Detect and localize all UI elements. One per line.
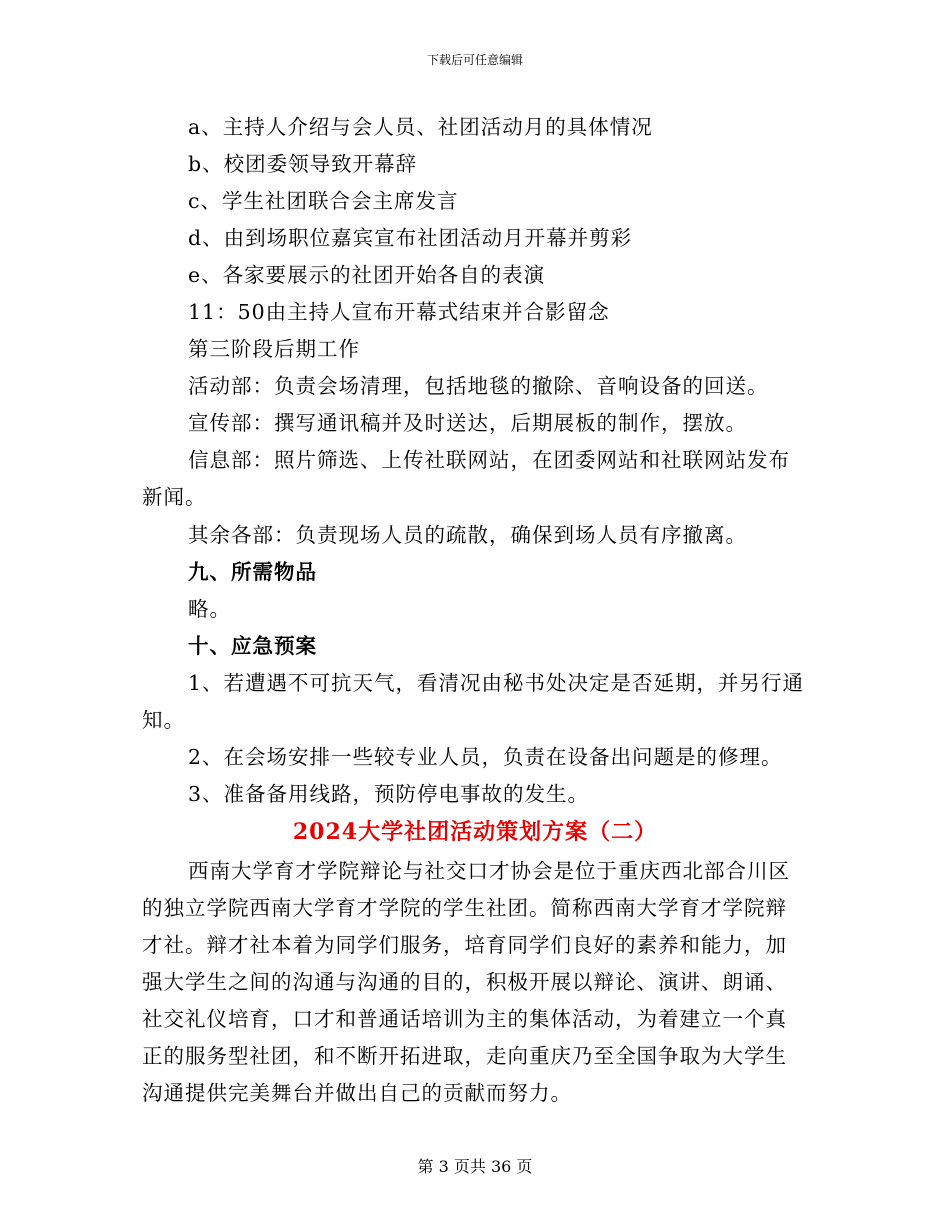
emergency-item-1: 1、若遭遇不可抗天气，看清况由秘书处决定是否延期，并另行通 [188,671,805,695]
section-nine-text: 略。 [188,597,231,621]
page-header: 下载后可任意编辑 [426,53,523,67]
paragraph-line: 社交礼仪培育，口才和普通话培训为主的集体活动，为着建立一个真 [142,1007,787,1031]
page-footer: 第 3 页共 36 页 [417,1157,533,1176]
paragraph-line: 正的服务型社团，和不断开拓进取，走向重庆乃至全国争取为大学生 [142,1044,787,1068]
emergency-item-2: 2、在会场安排一些较专业人员，负责在设备出问题是的修理。 [188,745,783,769]
info-dept-line: 信息部：照片筛选、上传社联网站，在团委网站和社联网站发布 [188,448,790,472]
section-title: 2024大学社团活动策划方案（二） [292,819,658,845]
other-dept-line: 其余各部：负责现场人员的疏散，确保到场人员有序撤离。 [188,523,747,547]
agenda-item-e: e、各家要展示的社团开始各自的表演 [188,263,546,287]
agenda-closing-line: 11：50由主持人宣布开幕式结束并合影留念 [188,300,610,324]
info-dept-line-cont: 新闻。 [142,485,207,509]
paragraph-line: 沟通提供完美舞台并做出自己的贡献而努力。 [142,1081,572,1105]
paragraph-line: 强大学生之间的沟通与沟通的目的，积极开展以辩论、演讲、朗诵、 [142,970,787,994]
section-nine-heading: 九、所需物品 [188,560,317,584]
section-ten-heading: 十、应急预案 [188,634,317,658]
paragraph-line: 西南大学育才学院辩论与社交口才协会是位于重庆西北部合川区 [188,859,790,883]
publicity-dept-line: 宣传部：撰写通讯稿并及时送达，后期展板的制作，摆放。 [188,411,747,435]
emergency-item-1-cont: 知。 [142,708,185,732]
activity-dept-line: 活动部：负责会场清理，包括地毯的撤除、音响设备的回送。 [188,374,769,398]
agenda-item-c: c、学生社团联合会主席发言 [188,189,459,213]
agenda-item-a: a、主持人介绍与会人员、社团活动月的具体情况 [188,115,653,139]
stage-three-heading: 第三阶段后期工作 [188,337,360,361]
emergency-item-3: 3、准备备用线路，预防停电事故的发生。 [188,782,590,806]
paragraph-line: 才社。辩才社本着为同学们服务，培育同学们良好的素养和能力，加 [142,933,787,957]
paragraph-line: 的独立学院西南大学育才学院的学生社团。简称西南大学育才学院辩 [142,896,787,920]
agenda-item-b: b、校团委领导致开幕辞 [188,152,418,176]
agenda-item-d: d、由到场职位嘉宾宣布社团活动月开幕并剪彩 [188,226,633,250]
